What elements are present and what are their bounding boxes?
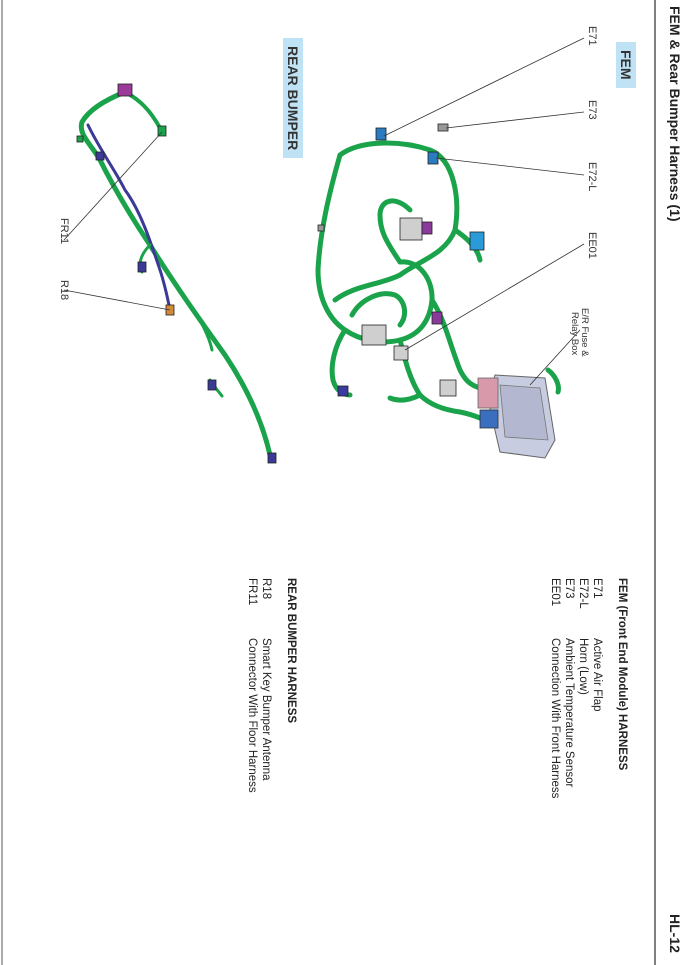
rear-bumper-section-tag: REAR BUMPER (283, 38, 303, 158)
callout-ee01: EE01 (586, 232, 598, 259)
rear-legend (245, 578, 297, 793)
fem-legend (548, 578, 628, 798)
legend-desc: Smart Key Bumper Antenna (260, 638, 272, 781)
legend-desc: Horn (Low) (577, 638, 589, 695)
rear-legend-row (245, 578, 259, 793)
rear-bumper-harness-illustration (81, 92, 270, 455)
callout-e73: E73 (586, 100, 598, 120)
legend-code: FR11 (246, 578, 258, 606)
fuse-relay-box-illustration (478, 375, 555, 458)
callout-r18: R18 (58, 280, 70, 301)
legend-desc: Connector With Floor Harness (246, 638, 258, 793)
legend-code: E72-L (577, 578, 589, 609)
fem-legend-heading: FEM (Front End Module) HARNESS (616, 578, 628, 771)
callout-e71: E71 (586, 26, 598, 46)
legend-desc: Ambient Temperature Sensor (563, 638, 575, 788)
page-title: FEM & Rear Bumper Harness (1) (667, 6, 683, 222)
callout-e72l: E72-L (586, 162, 598, 192)
rear-connectors (77, 84, 276, 463)
legend-code: R18 (260, 578, 272, 600)
fem-section-tag: FEM (616, 42, 636, 88)
legend-code: E73 (563, 578, 575, 599)
legend-code: E71 (591, 578, 603, 599)
callout-fr11: FR11 (58, 218, 70, 245)
legend-desc: Connection With Front Harness (549, 638, 561, 799)
callout-fuse-box-line1: E/R Fuse & (579, 308, 590, 357)
legend-code: EE01 (549, 578, 561, 607)
page-number: HL-12 (667, 914, 683, 953)
fem-legend-row (590, 578, 604, 798)
fem-legend-row (548, 578, 562, 798)
fem-legend-row (576, 578, 590, 798)
rear-legend-heading: REAR BUMPER HARNESS (285, 578, 297, 724)
callout-fuse-box-line2: Relay Box (569, 312, 580, 356)
rear-legend-row (259, 578, 273, 793)
fem-legend-row (562, 578, 576, 798)
legend-desc: Active Air Flap (591, 638, 603, 712)
